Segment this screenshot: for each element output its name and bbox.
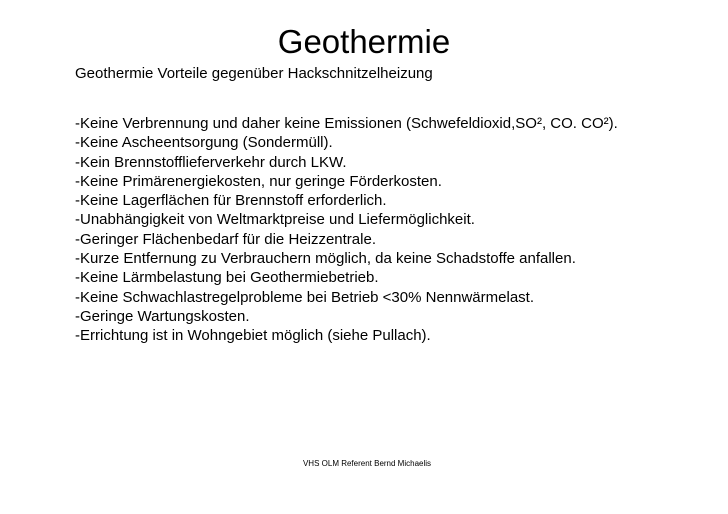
advantages-list	[75, 114, 618, 346]
list-item: -Unabhängigkeit von Weltmarktpreise und Liefermöglichkeit.	[75, 211, 475, 229]
list-item: -Keine Verbrennung und daher keine Emissionen (Schwefeldioxid,SO², CO. CO²).	[75, 115, 618, 132]
list-item: -Errichtung ist in Wohngebiet möglich (siehe Pullach).	[75, 327, 431, 345]
slide-footer: VHS OLM Referent Bernd Michaelis	[302, 459, 432, 468]
list-item: -Keine Lagerflächen für Brennstoff erforderlich.	[75, 192, 387, 210]
list-item: -Geringer Flächenbedarf für die Heizzentrale.	[75, 230, 376, 248]
list-item: -Kurze Entfernung zu Verbrauchern möglich, da keine Schadstoffe anfallen.	[75, 250, 576, 268]
slide-subtitle: Geothermie Vorteile gegenüber Hackschnitzelheizung	[75, 65, 433, 82]
list-item: -Geringe Wartungskosten.	[75, 307, 250, 325]
list-item: -Keine Schwachlastregelprobleme bei Betrieb <30% Nennwärmelast.	[75, 288, 534, 306]
list-item: -Keine Lärmbelastung bei Geothermiebetrieb.	[75, 269, 379, 287]
list-item: -Kein Brennstofflieferverkehr durch LKW.	[75, 153, 347, 171]
slide-title: Geothermie	[277, 23, 451, 60]
list-item: -Keine Primärenergiekosten, nur geringe Förderkosten.	[75, 172, 442, 190]
list-item: -Keine Ascheentsorgung (Sondermüll).	[75, 134, 333, 152]
